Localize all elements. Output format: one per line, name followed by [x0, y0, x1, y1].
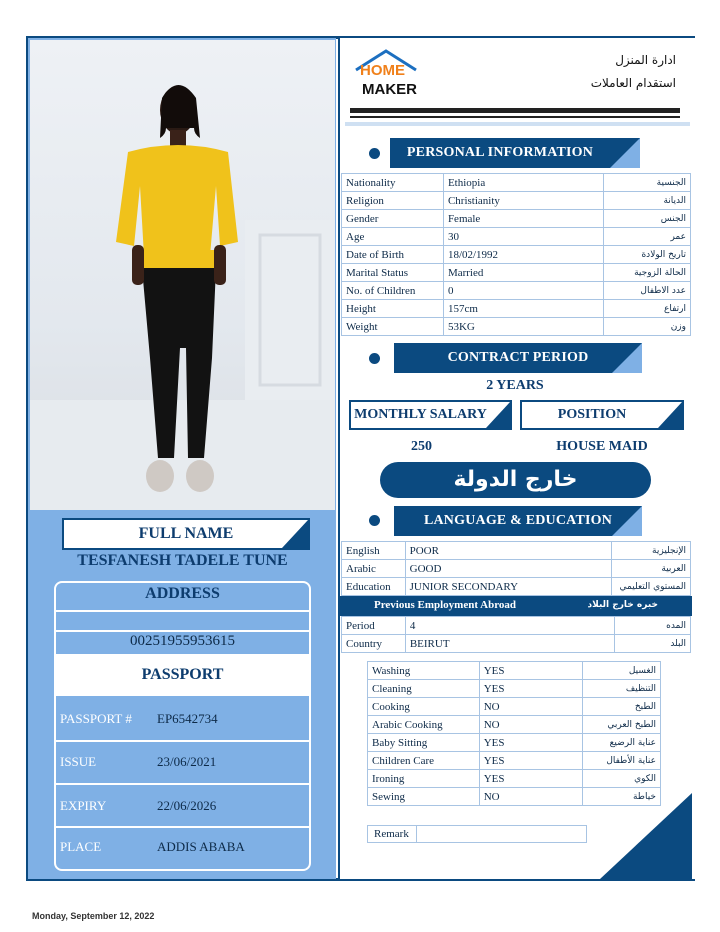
table-row	[342, 228, 691, 246]
cell-ar: تاريخ الولادة	[604, 246, 691, 264]
employment-title-ar: خبره خارج البلاد	[587, 600, 658, 610]
cell-value: GOOD	[405, 560, 612, 578]
phone-number: 00251955953615	[130, 633, 235, 649]
cell-ar: الكوي	[583, 770, 661, 788]
table-row	[368, 734, 661, 752]
cell-value: 18/02/1992	[443, 246, 603, 264]
position: HOUSE MAID	[556, 439, 648, 454]
table-row	[342, 282, 691, 300]
skills-table	[367, 661, 661, 806]
employment-table	[341, 616, 691, 653]
corner-triangle-icon	[658, 402, 682, 428]
cell-ar: الغسيل	[583, 662, 661, 680]
cell-value: Christianity	[443, 192, 603, 210]
address-label: ADDRESS	[145, 585, 220, 602]
cell-label: Cleaning	[368, 680, 480, 698]
divider	[56, 610, 309, 612]
cell-label: Gender	[342, 210, 444, 228]
table-row	[368, 662, 661, 680]
cell-label: Ironing	[368, 770, 480, 788]
table-row	[342, 174, 691, 192]
cell-label: Period	[342, 617, 406, 635]
header-arabic-1: ادارة المنزل	[615, 53, 676, 67]
table-row	[368, 716, 661, 734]
cell-ar: ارتفاع	[604, 300, 691, 318]
cell-ar: عناية الأطفال	[583, 752, 661, 770]
cell-value: NO	[479, 716, 583, 734]
language-banner	[394, 506, 642, 536]
table-row	[342, 560, 691, 578]
cell-value: 53KG	[443, 318, 603, 336]
cell-ar: الجنسية	[604, 174, 691, 192]
logo-bottom-text: MAKER	[362, 81, 417, 98]
table-row	[342, 635, 691, 653]
header-rule	[345, 122, 690, 126]
abroad-pill: خارج الدولة	[380, 462, 651, 498]
table-row	[368, 770, 661, 788]
cell-label: Sewing	[368, 788, 480, 806]
cell-ar: عمر	[604, 228, 691, 246]
corner-triangle-icon	[612, 343, 642, 373]
cell-label: Religion	[342, 192, 444, 210]
cell-value: BEIRUT	[405, 635, 614, 653]
logo-top-text: HOME	[360, 62, 405, 79]
issue-label: ISSUE	[60, 754, 97, 769]
table-row	[342, 318, 691, 336]
cell-label: Baby Sitting	[368, 734, 480, 752]
cell-label: Education	[342, 578, 406, 596]
full-name-label: FULL NAME	[138, 525, 234, 542]
cell-label: Nationality	[342, 174, 444, 192]
corner-triangle-icon	[612, 506, 642, 536]
cell-ar: البلد	[614, 635, 690, 653]
cell-value: 0	[443, 282, 603, 300]
personal-info-banner	[390, 138, 640, 168]
place-label: PLACE	[60, 839, 102, 854]
cell-value: YES	[479, 662, 583, 680]
passport-no-label: PASSPORT #	[60, 711, 132, 726]
cell-value: JUNIOR SECONDARY	[405, 578, 612, 596]
header-arabic-2: استقدام العاملات	[590, 76, 676, 90]
cell-value: YES	[479, 770, 583, 788]
expiry-label: EXPIRY	[60, 798, 107, 813]
corner-triangle-icon	[282, 520, 308, 548]
divider	[56, 826, 309, 828]
table-row	[342, 192, 691, 210]
cell-label: Washing	[368, 662, 480, 680]
cell-label: Height	[342, 300, 444, 318]
contract-banner	[394, 343, 642, 373]
cell-ar: الطبخ	[583, 698, 661, 716]
cell-label: Children Care	[368, 752, 480, 770]
personal-info-table	[341, 173, 691, 336]
table-row	[342, 578, 691, 596]
passport-label: PASSPORT	[56, 654, 309, 696]
header-rule	[350, 116, 680, 118]
contract-period: 2 YEARS	[486, 378, 544, 393]
cell-ar: العربية	[612, 560, 691, 578]
bullet-icon	[369, 148, 380, 159]
cell-label: Marital Status	[342, 264, 444, 282]
home-maker-logo	[352, 48, 420, 102]
table-row	[368, 752, 661, 770]
cell-value: YES	[479, 680, 583, 698]
remark-label: Remark	[367, 825, 417, 843]
divider	[56, 740, 309, 742]
cell-label: Arabic Cooking	[368, 716, 480, 734]
cell-ar: المده	[614, 617, 690, 635]
monthly-salary: 250	[411, 439, 432, 454]
cell-ar: خياطة	[583, 788, 661, 806]
cell-ar: المستوي التعليمي	[612, 578, 691, 596]
cell-ar: الحالة الزوجية	[604, 264, 691, 282]
table-row	[368, 698, 661, 716]
cell-value: 30	[443, 228, 603, 246]
cell-ar: الجنس	[604, 210, 691, 228]
language-table	[341, 541, 691, 596]
cell-ar: الإنجليزية	[612, 542, 691, 560]
table-row	[342, 246, 691, 264]
table-row	[368, 680, 661, 698]
position-box	[520, 400, 684, 430]
cell-ar: التنظيف	[583, 680, 661, 698]
cell-value: Female	[443, 210, 603, 228]
cell-label: Weight	[342, 318, 444, 336]
passport-no: EP6542734	[157, 711, 218, 726]
corner-triangle-icon	[610, 138, 640, 168]
issue-date: 23/06/2021	[157, 754, 217, 769]
remark-value	[417, 825, 587, 843]
cell-value: Married	[443, 264, 603, 282]
expiry-date: 22/06/2026	[157, 798, 217, 813]
table-row	[342, 300, 691, 318]
monthly-salary-box	[349, 400, 512, 430]
divider	[56, 630, 309, 632]
footer-date: Monday, September 12, 2022	[32, 911, 155, 921]
cell-value: YES	[479, 734, 583, 752]
full-name: TESFANESH TADELE TUNE	[77, 552, 288, 569]
employment-header	[340, 596, 692, 616]
cell-label: Country	[342, 635, 406, 653]
table-row	[342, 264, 691, 282]
monthly-salary-label: MONTHLY SALARY	[354, 407, 487, 422]
cell-value: 157cm	[443, 300, 603, 318]
cell-label: Cooking	[368, 698, 480, 716]
divider	[56, 783, 309, 785]
corner-decoration	[600, 793, 692, 879]
language-title: LANGUAGE & EDUCATION	[423, 513, 613, 528]
cell-value: NO	[479, 698, 583, 716]
bullet-icon	[369, 515, 380, 526]
candidate-photo	[30, 40, 335, 510]
cell-ar: الطبخ العربي	[583, 716, 661, 734]
corner-triangle-icon	[486, 402, 510, 428]
full-name-label-box	[62, 518, 310, 550]
position-label: POSITION	[557, 407, 627, 422]
place: ADDIS ABABA	[157, 839, 245, 854]
contract-title: CONTRACT PERIOD	[447, 350, 589, 365]
cell-value: YES	[479, 752, 583, 770]
cell-label: Arabic	[342, 560, 406, 578]
table-row	[342, 542, 691, 560]
header-rule	[350, 108, 680, 113]
cell-ar: عدد الاطفال	[604, 282, 691, 300]
cell-ar: عناية الرضيع	[583, 734, 661, 752]
candidate-figure	[30, 40, 335, 510]
personal-info-title: PERSONAL INFORMATION	[406, 145, 594, 160]
cell-ar: وزن	[604, 318, 691, 336]
cell-value: NO	[479, 788, 583, 806]
cell-value: POOR	[405, 542, 612, 560]
table-row	[342, 210, 691, 228]
table-row	[342, 617, 691, 635]
bullet-icon	[369, 353, 380, 364]
employment-title: Previous Employment Abroad	[374, 599, 516, 611]
cell-label: No. of Children	[342, 282, 444, 300]
cell-label: Age	[342, 228, 444, 246]
cell-value: 4	[405, 617, 614, 635]
cell-label: English	[342, 542, 406, 560]
cell-value: Ethiopia	[443, 174, 603, 192]
cell-label: Date of Birth	[342, 246, 444, 264]
cell-ar: الديانة	[604, 192, 691, 210]
